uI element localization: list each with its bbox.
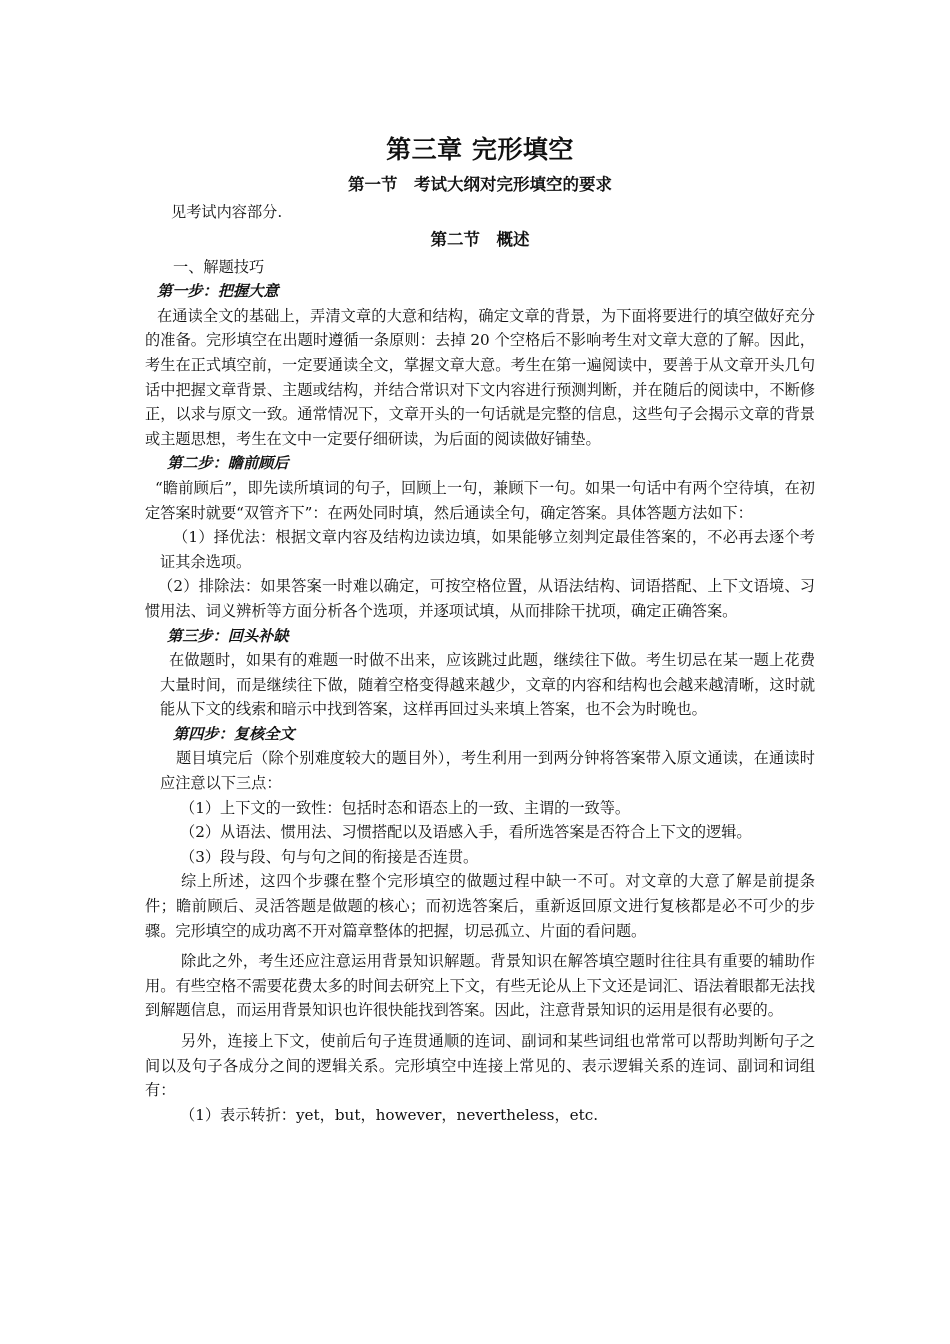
section1-title: 第一节 考试大纲对完形填空的要求 (348, 175, 612, 194)
step2-heading: 第二步：瞻前顾后 (167, 454, 289, 473)
step2-method2: （2）排除法：如果答案一时难以确定，可按空格位置，从语法结构、词语搭配、上下文语境、习惯用法、词义辨析等方面分析各个选项，并逐项试填，从而排除干扰项，确定正确答案。 (145, 577, 815, 620)
part1-heading: 一、解题技巧 (173, 257, 265, 276)
step2-method1: （1）择优法：根据文章内容及结构边读边填，如果能够立刻判定最佳答案的，不必再去逐个考证其余选项。 (160, 528, 815, 571)
step4-point2: （2）从语法、惯用法、习惯搭配以及语感入手，看所选答案是否符合上下文的逻辑。 (180, 823, 752, 842)
summary-paragraph-1: 综上所述，这四个步骤在整个完形填空的做题过程中缺一不可。对文章的大意了解是前提条件；瞻前顾后、灵活答题是做题的核心；而初选答案后，重新返回原文进行复核都是必不可少的步骤。完形填空的成功离不开对篇章整体的把握，切忌孤立、片面的看问题。 (145, 872, 815, 940)
step4-body: 题目填完后（除个别难度较大的题目外），考生利用一到两分钟将答案带入原文通读，在通读时应注意以下三点： (160, 749, 815, 793)
summary-paragraph-3: 另外，连接上下文，使前后句子连贯通顺的连词、副词和某些词组也常常可以帮助判断句子之间以及句子各成分之间的逻辑关系。完形填空中连接上常见的、表示逻辑关系的连词、副词和词组有： (145, 1032, 815, 1100)
step3-heading: 第三步：回头补缺 (167, 626, 289, 645)
step4-heading: 第四步：复核全文 (173, 724, 295, 743)
step3-body: 在做题时，如果有的难题一时做不出来，应该跳过此题，继续往下做。考生切忌在某一题上花费大量时间，而是继续往下做，随着空格变得越来越少，文章的内容和结构也会越来越清晰，这时就能从下文的线索和暗示中找到答案，这样再回过头来填上答案，也不会为时晚也。 (160, 651, 815, 719)
step2-body: “瞻前顾后”，即先读所填词的句子，回顾上一句，兼顾下一句。如果一句话中有两个空待填，在初定答案时就要“双管齐下”：在两处同时填，然后通读全句，确定答案。具体答题方法如下： (145, 478, 815, 522)
step1-body: 在通读全文的基础上，弄清文章的大意和结构，确定文章的背景，为下面将要进行的填空做好充分的准备。完形填空在出题时遵循一条原则：去掉 20 个空格后不影响考生对文章大意的了解。因此，考生在正式填空前，一定要通读全文，掌握文章大意。考生在第一遍阅读中，要善于从文章开头几句话中把握文章背景、主题或结构，并结合常识对下文内容进行预测判断，并在随后的阅读中，不断修正，以求与原文一致。通常情况下，文章开头的一句话就是完整的信息，这些句子会揭示文章的背景或主题思想，考生在文中一定要仔细研读，为后面的阅读做好铺垫。 (145, 306, 815, 448)
list-item-1: （1）表示转折：yet，but，however，nevertheless，etc. (180, 1105, 599, 1124)
step1-heading: 第一步：把握大意 (157, 282, 279, 301)
section1-note: 见考试内容部分. (171, 203, 283, 221)
document-content (145, 130, 815, 1127)
section2-title: 第二节 概述 (430, 229, 530, 249)
summary-paragraph-2: 除此之外，考生还应注意运用背景知识解题。背景知识在解答填空题时往往具有重要的辅助作用。有些空格不需要花费太多的时间去研究上下文，有些无论从上下文还是词汇、语法着眼都无法找到解题信息，而运用背景知识也许很快能找到答案。因此，注意背景知识的运用是很有必要的。 (145, 952, 815, 1020)
step4-point1: （1）上下文的一致性：包括时态和语态上的一致、主谓的一致等。 (180, 798, 631, 817)
step4-point3: （3）段与段、句与句之间的衔接是否连贯。 (180, 847, 479, 866)
chapter-title: 第三章 完形填空 (386, 135, 574, 164)
